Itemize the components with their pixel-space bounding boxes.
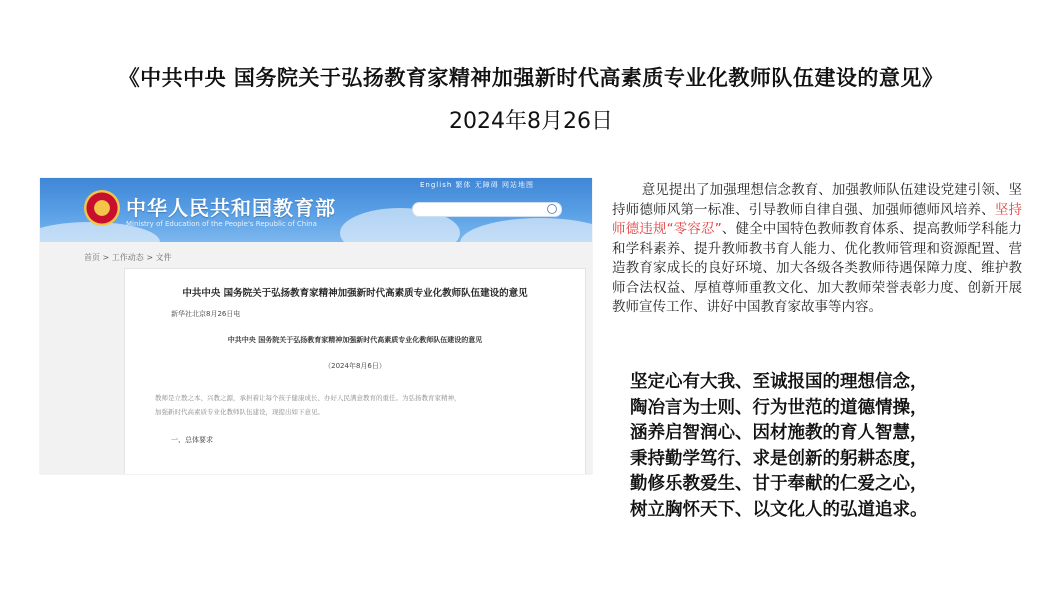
verse-line: 坚定心有大我、至诚报国的理想信念，	[630, 372, 928, 392]
document-content	[124, 268, 586, 474]
ministry-header-banner	[40, 178, 592, 242]
document-date: （2024年8月6日）	[324, 362, 386, 370]
search-input[interactable]	[412, 202, 562, 217]
ministry-name: 中华人民共和国教育部	[126, 196, 336, 220]
top-links[interactable]: English 繁体 无障碍 网站地图	[420, 181, 534, 189]
publish-date: 2024年8月26日	[449, 109, 613, 134]
verse-line: 秉持勤学笃行、求是创新的躬耕态度，	[630, 448, 928, 469]
ministry-english-name: Ministry of Education of the People's Republic of China	[126, 220, 317, 228]
document-subtitle: 中共中央 国务院关于弘扬教育家精神加强新时代高素质专业化教师队伍建设的意见	[227, 336, 483, 344]
summary-highlight: 坚持师德违规“零容忍”	[612, 201, 1023, 237]
document-source: 新华社北京8月26日电	[171, 310, 241, 318]
search-icon[interactable]	[547, 204, 557, 214]
document-section-heading: 一、总体要求	[171, 436, 213, 444]
breadcrumb[interactable]: 首页 > 工作动态 > 文件	[84, 253, 172, 262]
document-paragraph: 教师是立教之本、兴教之源，承担着让每个孩子健康成长、办好人民满意教育的重任。为弘扬教育家精神，	[155, 394, 461, 402]
national-emblem-icon	[84, 190, 120, 226]
summary-paragraph	[612, 181, 1022, 318]
document-paragraph: 加强新时代高素质专业化教师队伍建设，现提出如下意见。	[155, 408, 324, 416]
page-title: 《中共中央 国务院关于弘扬教育家精神加强新时代高素质专业化教师队伍建设的意见》	[118, 66, 944, 90]
verse-line: 树立胸怀天下、以文化人的弘道追求。	[630, 499, 928, 520]
document-title: 中共中央 国务院关于弘扬教育家精神加强新时代高素质专业化教师队伍建设的意见	[182, 288, 528, 299]
verse-line: 陶冶言为士则、行为世范的道德情操，	[630, 397, 928, 418]
embedded-webpage-screenshot	[40, 178, 592, 474]
cloud-decoration	[460, 218, 592, 242]
educator-spirit-verse	[630, 370, 1030, 523]
verse-line: 涵养启智润心、因材施教的育人智慧，	[630, 423, 928, 443]
summary-text: 、健全中国特色教师教育体系、提高教师学科能力和学科素养、提升教师教书育人能力、优化教师管理和资源配置、营造教育家成长的良好环境、加大各级各类教师待遇保障力度、维护教师合法权益、厚植尊师重教文化、加大教师荣誉表彰力度、创新开展教师宣传工作、讲好中国教育家故事等内容。	[612, 221, 1023, 315]
summary-text: 意见提出了加强理想信念教育、加强教师队伍建设党建引领、坚持师德师风第一标准、引导教师自律自强、加强师德师风培养、	[612, 182, 1022, 218]
verse-line: 勤修乐教爱生、甘于奉献的仁爱之心，	[630, 474, 928, 494]
